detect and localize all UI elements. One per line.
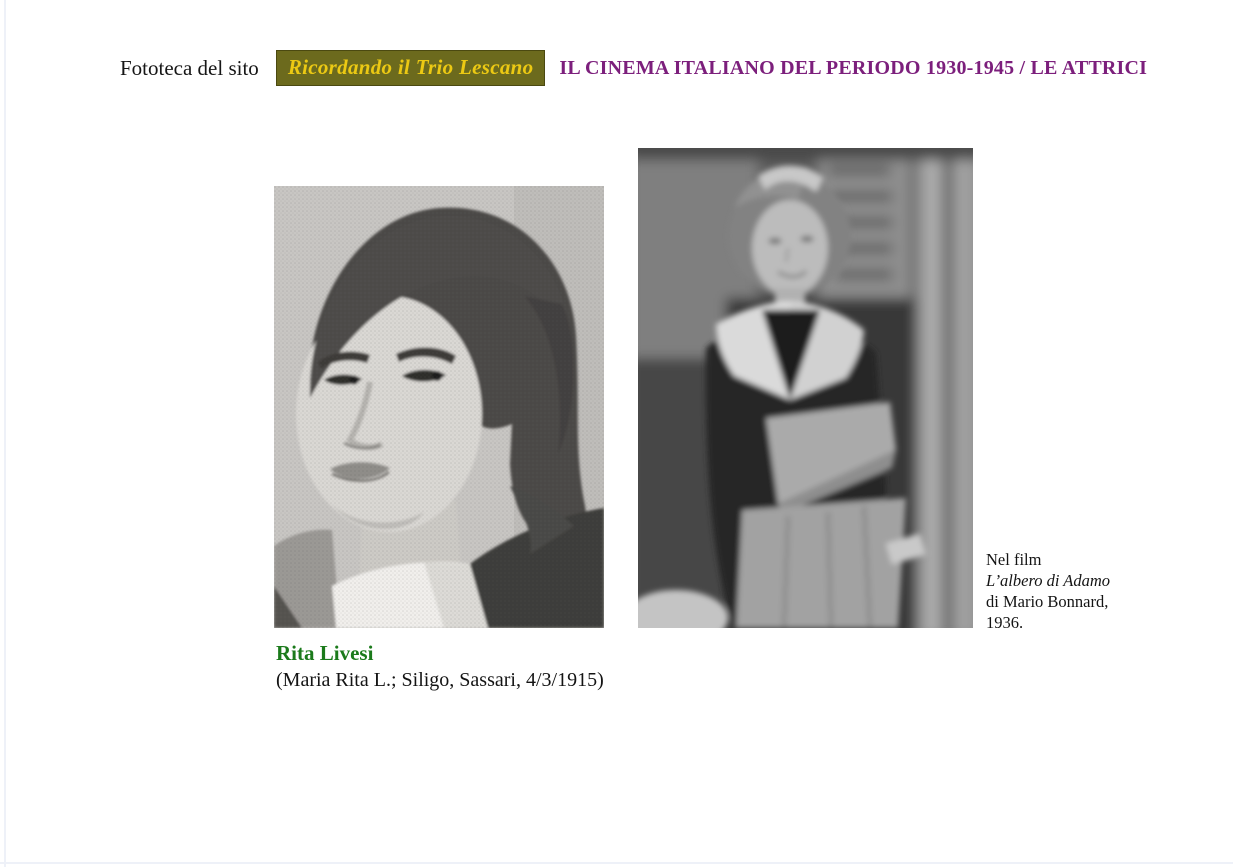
page-header (120, 49, 1147, 87)
section-title: IL CINEMA ITALIANO DEL PERIODO 1930-1945 / LE ATTRICI (559, 56, 1148, 79)
actress-name: Rita Livesi (276, 641, 374, 665)
film-still-photo (638, 148, 973, 628)
film-caption-line1: Nel film (986, 550, 1042, 569)
site-label: Fototeca del sito (120, 55, 259, 80)
portrait-photo (274, 186, 604, 628)
site-title-badge: Ricordando il Trio Lescano (276, 50, 546, 86)
film-caption (986, 549, 1110, 633)
actress-details: (Maria Rita L.; Siligo, Sassari, 4/3/1915) (276, 669, 604, 691)
film-caption-line4: 1936. (986, 613, 1024, 632)
film-title: L’albero di Adamo (986, 571, 1111, 590)
film-caption-line3: di Mario Bonnard, (986, 592, 1109, 611)
portrait-image (274, 186, 604, 628)
film-still-image (638, 148, 973, 628)
actress-caption (276, 641, 604, 692)
